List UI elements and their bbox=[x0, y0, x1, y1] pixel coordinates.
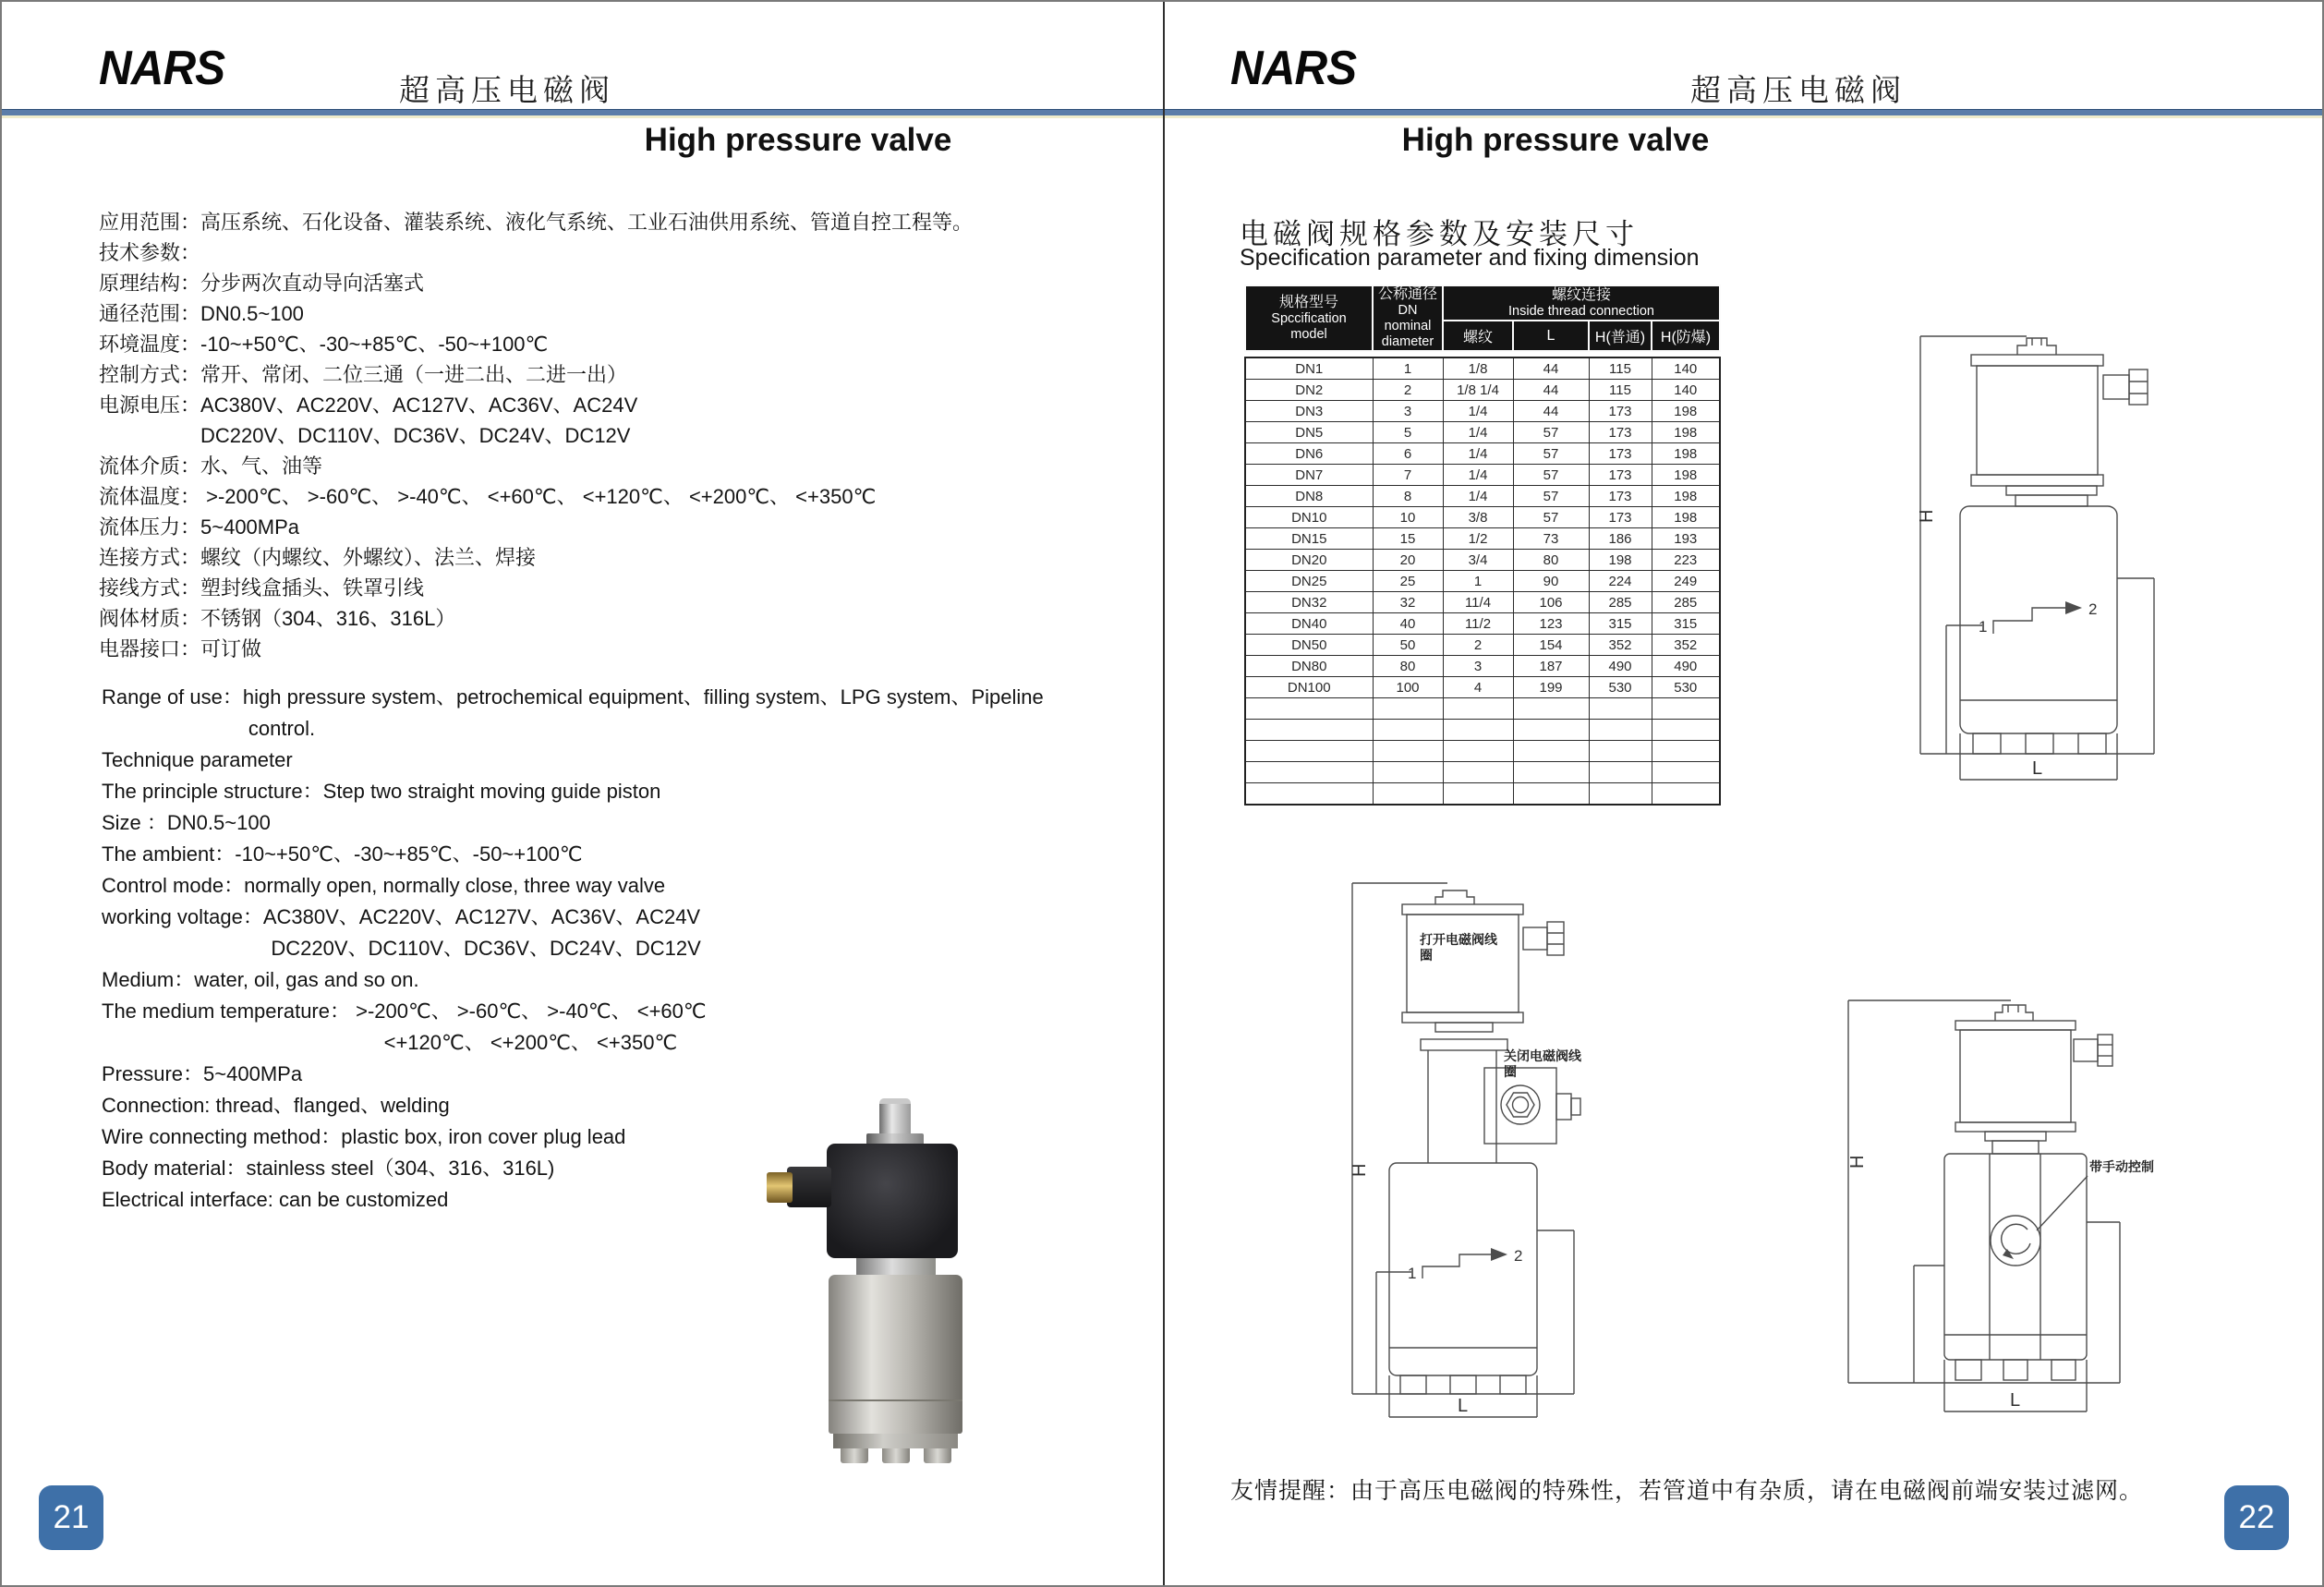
table-cell bbox=[1373, 762, 1443, 783]
table-row bbox=[1245, 613, 1720, 635]
section-title-cn: 电磁阀规格参数及安装尺寸 bbox=[1240, 218, 1639, 250]
table-cell bbox=[1245, 783, 1373, 806]
table-row bbox=[1245, 720, 1720, 741]
table-cell: 1 bbox=[1373, 357, 1443, 380]
table-cell: 1/4 bbox=[1443, 486, 1513, 507]
dim-h-label: H bbox=[1917, 509, 1937, 523]
table-cell bbox=[1443, 762, 1513, 783]
spec-line-cn: 接线方式：塑封线盒插头、铁罩引线 bbox=[99, 576, 425, 600]
table-row bbox=[1245, 422, 1720, 443]
table-cell: 8 bbox=[1373, 486, 1443, 507]
spec-line-en: <+120℃、 <+200℃、 <+350℃ bbox=[102, 1031, 678, 1054]
table-cell: DN50 bbox=[1245, 635, 1373, 656]
manual-control-label: 带手动控制 bbox=[2089, 1159, 2154, 1174]
table-cell: 193 bbox=[1652, 528, 1720, 550]
table-row bbox=[1245, 656, 1720, 677]
table-cell bbox=[1652, 720, 1720, 741]
table-cell: 57 bbox=[1513, 443, 1589, 465]
table-cell bbox=[1245, 762, 1373, 783]
col-header-l: L bbox=[1513, 321, 1589, 351]
spec-line-en: Range of use：high pressure system、petrochemical equipment、filling system、LPG system、Pipeline bbox=[102, 685, 1044, 709]
dim-h-label: H bbox=[1847, 1155, 1868, 1169]
table-row bbox=[1245, 443, 1720, 465]
table-cell: DN6 bbox=[1245, 443, 1373, 465]
dim-h-label: H bbox=[1350, 1163, 1370, 1177]
table-cell: 198 bbox=[1652, 465, 1720, 486]
table-cell bbox=[1513, 762, 1589, 783]
table-row bbox=[1245, 571, 1720, 592]
table-cell: 530 bbox=[1652, 677, 1720, 698]
photo-coil bbox=[827, 1144, 958, 1258]
table-cell: 115 bbox=[1589, 380, 1652, 401]
table-cell: DN7 bbox=[1245, 465, 1373, 486]
table-row bbox=[1245, 762, 1720, 783]
photo-brass-fitting bbox=[767, 1172, 793, 1203]
spec-line-cn: 技术参数： bbox=[99, 241, 201, 264]
spec-line-en: Size ：DN0.5~100 bbox=[102, 811, 271, 834]
spec-line-en: Control mode：normally open, normally close, three way valve bbox=[102, 874, 666, 897]
table-cell: 530 bbox=[1589, 677, 1652, 698]
table-cell: 44 bbox=[1513, 380, 1589, 401]
brand-logo: NARS bbox=[1230, 42, 1357, 95]
table-cell bbox=[1245, 698, 1373, 720]
table-cell: 199 bbox=[1513, 677, 1589, 698]
table-cell: 173 bbox=[1589, 507, 1652, 528]
table-cell: 187 bbox=[1513, 656, 1589, 677]
table-cell: 198 bbox=[1589, 550, 1652, 571]
spec-line-cn: 电器接口：可订做 bbox=[99, 637, 262, 660]
table-cell: 154 bbox=[1513, 635, 1589, 656]
table-cell bbox=[1373, 741, 1443, 762]
port-2-label: 2 bbox=[2088, 600, 2098, 618]
table-cell bbox=[1443, 741, 1513, 762]
table-cell: 3 bbox=[1443, 656, 1513, 677]
spec-line-cn: 环境温度：-10~+50℃、-30~+85℃、-50~+100℃ bbox=[99, 333, 549, 356]
table-cell: 223 bbox=[1652, 550, 1720, 571]
spec-line-cn: 电源电压：AC380V、AC220V、AC127V、AC36V、AC24V bbox=[99, 394, 638, 417]
table-cell: 490 bbox=[1589, 656, 1652, 677]
table-cell: 285 bbox=[1589, 592, 1652, 613]
table-cell: 73 bbox=[1513, 528, 1589, 550]
col-header-h-exproof: H(防爆) bbox=[1652, 321, 1720, 351]
spec-line-en: Connection: thread、flanged、welding bbox=[102, 1094, 450, 1117]
spec-table-header bbox=[1244, 285, 1721, 352]
spec-line-en: Technique parameter bbox=[102, 748, 293, 771]
photo-body-seam bbox=[829, 1399, 962, 1401]
spec-line-en: Medium：water, oil, gas and so on. bbox=[102, 968, 419, 991]
page-number-badge: 21 bbox=[39, 1485, 103, 1550]
header-title-cn: 超高压电磁阀 bbox=[1690, 73, 1906, 107]
table-row bbox=[1245, 507, 1720, 528]
table-cell bbox=[1589, 720, 1652, 741]
spec-line-en: working voltage：AC380V、AC220V、AC127V、AC36V、AC24V bbox=[102, 905, 701, 928]
photo-foot bbox=[882, 1448, 910, 1463]
table-cell: 1/4 bbox=[1443, 401, 1513, 422]
col-header-thread: 螺纹 bbox=[1443, 321, 1513, 351]
table-cell bbox=[1589, 698, 1652, 720]
table-row bbox=[1245, 741, 1720, 762]
dimension-drawing-basic bbox=[1897, 327, 2285, 789]
table-cell: 186 bbox=[1589, 528, 1652, 550]
table-cell bbox=[1373, 720, 1443, 741]
table-cell: 32 bbox=[1373, 592, 1443, 613]
table-cell: 15 bbox=[1373, 528, 1443, 550]
table-cell bbox=[1443, 698, 1513, 720]
col-header-dn: 公称通径 DN nominal diameter bbox=[1373, 285, 1443, 351]
table-cell: 3/4 bbox=[1443, 550, 1513, 571]
table-cell: 352 bbox=[1589, 635, 1652, 656]
photo-foot bbox=[924, 1448, 951, 1463]
table-cell: 115 bbox=[1589, 357, 1652, 380]
spec-list-cn bbox=[99, 207, 973, 664]
spec-line-cn: 连接方式：螺纹（内螺纹、外螺纹）、法兰、焊接 bbox=[99, 546, 537, 569]
table-cell: 57 bbox=[1513, 422, 1589, 443]
table-cell: 198 bbox=[1652, 507, 1720, 528]
table-row bbox=[1245, 635, 1720, 656]
table-cell bbox=[1373, 698, 1443, 720]
photo-neck bbox=[856, 1258, 936, 1275]
table-cell: 173 bbox=[1589, 486, 1652, 507]
table-cell: 1/8 1/4 bbox=[1443, 380, 1513, 401]
table-cell: 1/2 bbox=[1443, 528, 1513, 550]
product-photo bbox=[767, 1095, 966, 1464]
table-cell: 80 bbox=[1373, 656, 1443, 677]
table-cell: 40 bbox=[1373, 613, 1443, 635]
table-cell: DN100 bbox=[1245, 677, 1373, 698]
page-number-badge: 22 bbox=[2224, 1485, 2289, 1550]
table-cell: 1/4 bbox=[1443, 443, 1513, 465]
table-cell: DN25 bbox=[1245, 571, 1373, 592]
table-cell: 44 bbox=[1513, 401, 1589, 422]
dimension-drawing-manual bbox=[1826, 988, 2223, 1455]
table-cell bbox=[1589, 741, 1652, 762]
table-cell: 10 bbox=[1373, 507, 1443, 528]
spec-line-cn: 阀体材质：不锈钢（304、316、316L） bbox=[99, 607, 456, 630]
table-row bbox=[1245, 357, 1720, 380]
spec-table-body bbox=[1245, 357, 1720, 805]
table-cell: 198 bbox=[1652, 422, 1720, 443]
table-cell bbox=[1513, 783, 1589, 806]
spec-line-en: The principle structure：Step two straight moving guide piston bbox=[102, 780, 661, 803]
table-cell: 315 bbox=[1589, 613, 1652, 635]
table-cell bbox=[1513, 720, 1589, 741]
table-cell bbox=[1513, 741, 1589, 762]
spec-line-en: control. bbox=[102, 717, 316, 740]
table-cell bbox=[1513, 698, 1589, 720]
table-cell bbox=[1373, 783, 1443, 806]
table-cell: 106 bbox=[1513, 592, 1589, 613]
spec-line-cn: 原理结构：分步两次直动导向活塞式 bbox=[99, 272, 425, 295]
table-cell: DN3 bbox=[1245, 401, 1373, 422]
table-cell: 224 bbox=[1589, 571, 1652, 592]
spec-line-en: Pressure：5~400MPa bbox=[102, 1062, 303, 1085]
table-row bbox=[1245, 550, 1720, 571]
table-cell: 140 bbox=[1652, 357, 1720, 380]
table-cell: 198 bbox=[1652, 443, 1720, 465]
table-cell: 6 bbox=[1373, 443, 1443, 465]
table-row bbox=[1245, 465, 1720, 486]
table-cell: DN8 bbox=[1245, 486, 1373, 507]
table-cell: 1/8 bbox=[1443, 357, 1513, 380]
table-cell: DN2 bbox=[1245, 380, 1373, 401]
table-row bbox=[1245, 380, 1720, 401]
table-row bbox=[1245, 401, 1720, 422]
col-header-thread-group: 螺纹连接 Inside thread connection bbox=[1443, 285, 1720, 321]
friendly-reminder-note: 友情提醒：由于高压电磁阀的特殊性，若管道中有杂质，请在电磁阀前端安装过滤网。 bbox=[1230, 1478, 2144, 1504]
spec-table-body-table bbox=[1244, 357, 1721, 806]
table-cell bbox=[1652, 741, 1720, 762]
page-divider bbox=[1163, 2, 1165, 1587]
table-cell: 44 bbox=[1513, 357, 1589, 380]
table-cell bbox=[1443, 720, 1513, 741]
table-cell: 80 bbox=[1513, 550, 1589, 571]
spec-line-cn: 流体压力：5~400MPa bbox=[99, 515, 300, 539]
table-cell: 2 bbox=[1443, 635, 1513, 656]
table-cell: 100 bbox=[1373, 677, 1443, 698]
table-cell: 5 bbox=[1373, 422, 1443, 443]
spec-line-en: The ambient：-10~+50℃、-30~+85℃、-50~+100℃ bbox=[102, 842, 583, 866]
table-cell: DN10 bbox=[1245, 507, 1373, 528]
dim-l-label: L bbox=[2010, 1390, 2021, 1411]
dimension-drawing-double-coil bbox=[1332, 863, 1729, 1454]
spec-line-cn: 应用范围：高压系统、石化设备、灌装系统、液化气系统、工业石油供用系统、管道自控工程等。 bbox=[99, 211, 974, 234]
close-coil-label: 关闭电磁阀线圈 bbox=[1504, 1048, 1581, 1079]
table-cell: 198 bbox=[1652, 486, 1720, 507]
dim-l-label: L bbox=[2032, 758, 2043, 779]
table-cell: 2 bbox=[1373, 380, 1443, 401]
table-cell: DN5 bbox=[1245, 422, 1373, 443]
table-cell: 20 bbox=[1373, 550, 1443, 571]
table-cell: 90 bbox=[1513, 571, 1589, 592]
port-1-label: 1 bbox=[1408, 1265, 1417, 1282]
table-cell: 1 bbox=[1443, 571, 1513, 592]
table-cell: 173 bbox=[1589, 422, 1652, 443]
table-cell: 57 bbox=[1513, 465, 1589, 486]
table-cell: 1/4 bbox=[1443, 465, 1513, 486]
table-row bbox=[1245, 528, 1720, 550]
spec-line-en: The medium temperature： >-200℃、 >-60℃、 >-40℃、 <+60℃ bbox=[102, 999, 707, 1023]
table-cell: 123 bbox=[1513, 613, 1589, 635]
table-cell: 1/4 bbox=[1443, 422, 1513, 443]
table-cell bbox=[1245, 741, 1373, 762]
table-cell bbox=[1589, 783, 1652, 806]
table-cell bbox=[1589, 762, 1652, 783]
page-title: High pressure valve bbox=[644, 122, 952, 158]
spec-line-cn: 通径范围：DN0.5~100 bbox=[99, 302, 304, 325]
table-row bbox=[1245, 592, 1720, 613]
table-cell: 249 bbox=[1652, 571, 1720, 592]
table-cell bbox=[1652, 762, 1720, 783]
table-cell: 7 bbox=[1373, 465, 1443, 486]
table-row bbox=[1245, 698, 1720, 720]
spec-line-en: Body material：stainless steel（304、316、316L) bbox=[102, 1157, 555, 1180]
spec-table bbox=[1244, 285, 1719, 806]
spec-line-en: Electrical interface: can be customized bbox=[102, 1188, 449, 1211]
table-cell: DN1 bbox=[1245, 357, 1373, 380]
table-cell: 3/8 bbox=[1443, 507, 1513, 528]
spec-line-cn: 流体介质：水、气、油等 bbox=[99, 454, 323, 478]
table-cell: DN80 bbox=[1245, 656, 1373, 677]
photo-foot bbox=[841, 1448, 868, 1463]
table-cell: 57 bbox=[1513, 507, 1589, 528]
spec-line-cn: DC220V、DC110V、DC36V、DC24V、DC12V bbox=[99, 424, 631, 447]
table-cell bbox=[1652, 698, 1720, 720]
table-cell: 285 bbox=[1652, 592, 1720, 613]
table-cell: 57 bbox=[1513, 486, 1589, 507]
table-cell: 173 bbox=[1589, 443, 1652, 465]
spec-line-cn: 流体温度： >-200℃、 >-60℃、 >-40℃、 <+60℃、 <+120℃、 <+200℃、 <+350℃ bbox=[99, 485, 877, 508]
table-cell: 50 bbox=[1373, 635, 1443, 656]
table-cell: 173 bbox=[1589, 401, 1652, 422]
table-cell: 11/2 bbox=[1443, 613, 1513, 635]
table-cell: 3 bbox=[1373, 401, 1443, 422]
table-cell: 25 bbox=[1373, 571, 1443, 592]
table-cell: 198 bbox=[1652, 401, 1720, 422]
table-cell: 173 bbox=[1589, 465, 1652, 486]
table-cell: 315 bbox=[1652, 613, 1720, 635]
section-subtitle-en: Specification parameter and fixing dimension bbox=[1240, 245, 1700, 271]
port-1-label: 1 bbox=[1979, 618, 1988, 636]
table-cell: DN15 bbox=[1245, 528, 1373, 550]
spec-line-cn: 控制方式：常开、常闭、二位三通（一进二出、二进一出） bbox=[99, 363, 628, 386]
port-2-label: 2 bbox=[1514, 1247, 1523, 1265]
table-row bbox=[1245, 783, 1720, 806]
spec-line-en: DC220V、DC110V、DC36V、DC24V、DC12V bbox=[102, 937, 701, 960]
table-cell: 11/4 bbox=[1443, 592, 1513, 613]
table-cell: DN20 bbox=[1245, 550, 1373, 571]
dim-l-label: L bbox=[1458, 1396, 1469, 1416]
table-row bbox=[1245, 486, 1720, 507]
page-title: High pressure valve bbox=[1401, 122, 1710, 158]
table-cell: 352 bbox=[1652, 635, 1720, 656]
photo-connector bbox=[787, 1167, 831, 1207]
col-header-model: 规格型号 Spccification model bbox=[1245, 285, 1373, 351]
photo-valve-body bbox=[829, 1275, 962, 1434]
col-header-h-normal: H(普通) bbox=[1589, 321, 1652, 351]
table-cell bbox=[1245, 720, 1373, 741]
table-cell bbox=[1652, 783, 1720, 806]
table-row bbox=[1245, 677, 1720, 698]
table-cell bbox=[1443, 783, 1513, 806]
photo-base-plate bbox=[833, 1434, 958, 1448]
table-cell: DN40 bbox=[1245, 613, 1373, 635]
table-cell: 490 bbox=[1652, 656, 1720, 677]
brand-logo: NARS bbox=[99, 42, 225, 95]
table-cell: 140 bbox=[1652, 380, 1720, 401]
header-title-cn: 超高压电磁阀 bbox=[399, 73, 615, 107]
spec-line-en: Wire connecting method：plastic box, iron cover plug lead bbox=[102, 1125, 626, 1148]
table-cell: 4 bbox=[1443, 677, 1513, 698]
open-coil-label: 打开电磁阀线圈 bbox=[1420, 932, 1497, 963]
table-cell: DN32 bbox=[1245, 592, 1373, 613]
